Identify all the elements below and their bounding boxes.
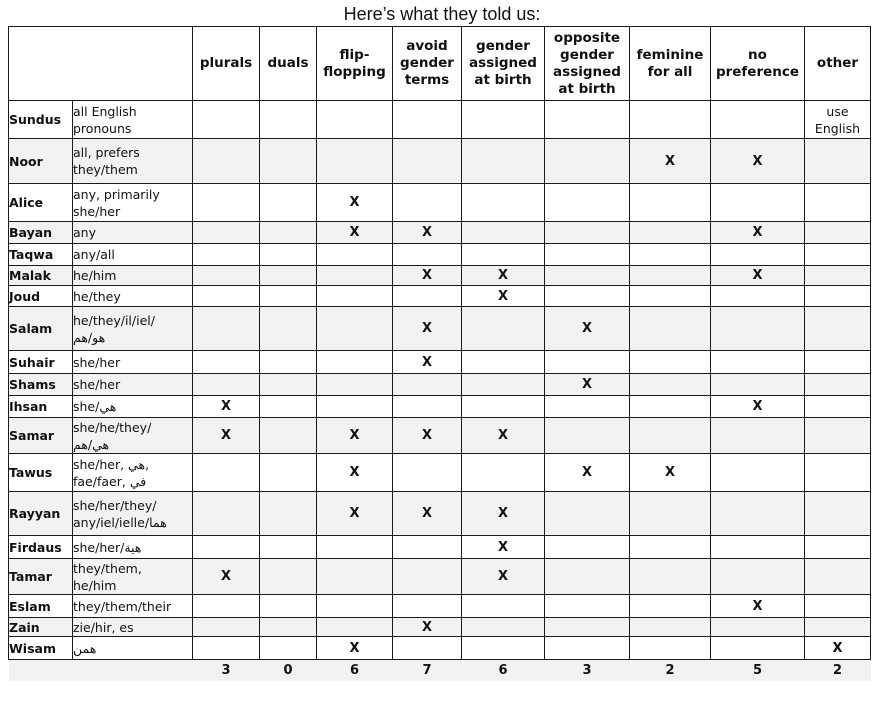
column-header: plurals bbox=[193, 27, 260, 101]
participant-pronouns: she/he/they/ هي/هم bbox=[73, 418, 193, 454]
checkmark-cell: X bbox=[462, 559, 545, 595]
participant-name: Samar bbox=[9, 418, 73, 454]
empty-cell bbox=[193, 286, 260, 307]
empty-cell bbox=[462, 351, 545, 374]
empty-cell bbox=[260, 559, 317, 595]
empty-cell bbox=[393, 396, 462, 418]
checkmark-cell: X bbox=[317, 492, 393, 536]
table-row bbox=[9, 101, 871, 139]
empty-cell bbox=[393, 559, 462, 595]
empty-cell bbox=[545, 418, 630, 454]
checkmark-cell: X bbox=[545, 307, 630, 351]
checkmark-cell: X bbox=[393, 266, 462, 286]
empty-cell bbox=[711, 618, 805, 637]
empty-cell bbox=[260, 454, 317, 492]
empty-cell bbox=[260, 618, 317, 637]
checkmark-cell: X bbox=[317, 454, 393, 492]
empty-cell bbox=[545, 595, 630, 618]
checkmark-cell: X bbox=[545, 374, 630, 396]
checkmark-cell: X bbox=[393, 618, 462, 637]
checkmark-cell: X bbox=[711, 266, 805, 286]
checkmark-cell: X bbox=[193, 559, 260, 595]
empty-cell bbox=[260, 396, 317, 418]
empty-cell bbox=[711, 418, 805, 454]
empty-cell bbox=[393, 244, 462, 266]
checkmark-cell: X bbox=[462, 492, 545, 536]
checkmark-cell: X bbox=[393, 492, 462, 536]
checkmark-cell: X bbox=[193, 396, 260, 418]
table-row bbox=[9, 637, 871, 660]
empty-cell bbox=[193, 351, 260, 374]
totals-blank bbox=[9, 660, 193, 681]
participant-pronouns: he/him bbox=[73, 266, 193, 286]
empty-cell bbox=[462, 222, 545, 244]
column-total: 2 bbox=[805, 660, 871, 681]
participant-pronouns: she/her, هي, fae/faer, في bbox=[73, 454, 193, 492]
empty-cell bbox=[711, 351, 805, 374]
empty-cell bbox=[193, 374, 260, 396]
empty-cell bbox=[260, 492, 317, 536]
empty-cell bbox=[462, 618, 545, 637]
empty-cell bbox=[193, 618, 260, 637]
participant-name: Salam bbox=[9, 307, 73, 351]
participant-pronouns: he/they/il/iel/ هو/هم bbox=[73, 307, 193, 351]
empty-cell bbox=[805, 536, 871, 559]
checkmark-cell: X bbox=[393, 222, 462, 244]
empty-cell bbox=[711, 536, 805, 559]
empty-cell bbox=[545, 222, 630, 244]
empty-cell bbox=[545, 492, 630, 536]
participant-name: Eslam bbox=[9, 595, 73, 618]
totals-row bbox=[9, 660, 871, 681]
participant-name: Zain bbox=[9, 618, 73, 637]
table-row bbox=[9, 244, 871, 266]
empty-cell bbox=[393, 454, 462, 492]
empty-cell bbox=[805, 374, 871, 396]
empty-cell bbox=[317, 139, 393, 184]
participant-name: Bayan bbox=[9, 222, 73, 244]
table-row bbox=[9, 618, 871, 637]
participant-pronouns: any/all bbox=[73, 244, 193, 266]
column-total: 3 bbox=[545, 660, 630, 681]
participant-name: Alice bbox=[9, 184, 73, 222]
empty-cell bbox=[317, 618, 393, 637]
empty-cell bbox=[805, 492, 871, 536]
other-note: use English bbox=[805, 101, 871, 139]
empty-cell bbox=[462, 101, 545, 139]
empty-cell bbox=[711, 454, 805, 492]
empty-cell bbox=[317, 266, 393, 286]
empty-cell bbox=[630, 637, 711, 660]
empty-cell bbox=[260, 101, 317, 139]
table-row bbox=[9, 374, 871, 396]
empty-cell bbox=[317, 101, 393, 139]
empty-cell bbox=[393, 139, 462, 184]
empty-cell bbox=[260, 637, 317, 660]
participant-name: Tawus bbox=[9, 454, 73, 492]
checkmark-cell: X bbox=[317, 418, 393, 454]
empty-cell bbox=[805, 266, 871, 286]
empty-cell bbox=[805, 286, 871, 307]
empty-cell bbox=[393, 101, 462, 139]
empty-cell bbox=[711, 374, 805, 396]
empty-cell bbox=[805, 244, 871, 266]
empty-cell bbox=[393, 184, 462, 222]
empty-cell bbox=[260, 351, 317, 374]
empty-cell bbox=[193, 184, 260, 222]
empty-cell bbox=[630, 244, 711, 266]
participant-pronouns: she/her bbox=[73, 374, 193, 396]
participant-pronouns: همن bbox=[73, 637, 193, 660]
column-header: opposite gender assigned at birth bbox=[545, 27, 630, 101]
column-header: duals bbox=[260, 27, 317, 101]
empty-cell bbox=[260, 184, 317, 222]
empty-cell bbox=[193, 595, 260, 618]
participant-name: Wisam bbox=[9, 637, 73, 660]
participant-pronouns: هي/she bbox=[73, 396, 193, 418]
participant-pronouns: they/them/their bbox=[73, 595, 193, 618]
empty-cell bbox=[193, 244, 260, 266]
column-total: 2 bbox=[630, 660, 711, 681]
empty-cell bbox=[545, 244, 630, 266]
participant-name: Noor bbox=[9, 139, 73, 184]
column-header: other bbox=[805, 27, 871, 101]
checkmark-cell: X bbox=[462, 536, 545, 559]
empty-cell bbox=[393, 536, 462, 559]
checkmark-cell: X bbox=[393, 418, 462, 454]
empty-cell bbox=[260, 139, 317, 184]
empty-cell bbox=[317, 396, 393, 418]
empty-cell bbox=[711, 101, 805, 139]
participant-pronouns: all, prefers they/them bbox=[73, 139, 193, 184]
empty-cell bbox=[260, 286, 317, 307]
participant-name: Firdaus bbox=[9, 536, 73, 559]
checkmark-cell: X bbox=[193, 418, 260, 454]
empty-cell bbox=[805, 418, 871, 454]
empty-cell bbox=[462, 139, 545, 184]
column-total: 3 bbox=[193, 660, 260, 681]
empty-cell bbox=[193, 454, 260, 492]
empty-cell bbox=[805, 139, 871, 184]
column-header: flip- flopping bbox=[317, 27, 393, 101]
empty-cell bbox=[805, 351, 871, 374]
empty-cell bbox=[630, 559, 711, 595]
table-row bbox=[9, 396, 871, 418]
table-row bbox=[9, 418, 871, 454]
participant-name: Shams bbox=[9, 374, 73, 396]
empty-cell bbox=[193, 536, 260, 559]
checkmark-cell: X bbox=[711, 595, 805, 618]
participant-name: Taqwa bbox=[9, 244, 73, 266]
empty-cell bbox=[317, 351, 393, 374]
empty-cell bbox=[630, 222, 711, 244]
empty-cell bbox=[393, 637, 462, 660]
empty-cell bbox=[805, 618, 871, 637]
empty-cell bbox=[805, 559, 871, 595]
empty-cell bbox=[462, 637, 545, 660]
column-total: 5 bbox=[711, 660, 805, 681]
empty-cell bbox=[545, 536, 630, 559]
empty-cell bbox=[393, 286, 462, 307]
empty-cell bbox=[711, 244, 805, 266]
table-row bbox=[9, 184, 871, 222]
empty-cell bbox=[545, 101, 630, 139]
participant-name: Malak bbox=[9, 266, 73, 286]
empty-cell bbox=[630, 286, 711, 307]
empty-cell bbox=[462, 244, 545, 266]
checkmark-cell: X bbox=[805, 637, 871, 660]
table-row bbox=[9, 351, 871, 374]
empty-cell bbox=[545, 351, 630, 374]
empty-cell bbox=[317, 307, 393, 351]
participant-name: Sundus bbox=[9, 101, 73, 139]
empty-cell bbox=[317, 374, 393, 396]
participant-pronouns: he/they bbox=[73, 286, 193, 307]
empty-cell bbox=[630, 307, 711, 351]
column-header: avoid gender terms bbox=[393, 27, 462, 101]
empty-cell bbox=[462, 396, 545, 418]
empty-cell bbox=[393, 595, 462, 618]
participant-pronouns: any, primarily she/her bbox=[73, 184, 193, 222]
empty-cell bbox=[193, 266, 260, 286]
header-blank bbox=[9, 27, 193, 101]
table-row bbox=[9, 286, 871, 307]
participant-name: Joud bbox=[9, 286, 73, 307]
empty-cell bbox=[260, 374, 317, 396]
empty-cell bbox=[193, 492, 260, 536]
empty-cell bbox=[260, 266, 317, 286]
empty-cell bbox=[260, 222, 317, 244]
empty-cell bbox=[193, 222, 260, 244]
empty-cell bbox=[545, 139, 630, 184]
empty-cell bbox=[630, 184, 711, 222]
empty-cell bbox=[260, 244, 317, 266]
empty-cell bbox=[630, 374, 711, 396]
empty-cell bbox=[193, 101, 260, 139]
empty-cell bbox=[805, 222, 871, 244]
column-header: no preference bbox=[711, 27, 805, 101]
empty-cell bbox=[462, 374, 545, 396]
participant-name: Ihsan bbox=[9, 396, 73, 418]
empty-cell bbox=[805, 396, 871, 418]
empty-cell bbox=[630, 536, 711, 559]
empty-cell bbox=[630, 492, 711, 536]
participant-pronouns: any bbox=[73, 222, 193, 244]
checkmark-cell: X bbox=[630, 454, 711, 492]
empty-cell bbox=[545, 396, 630, 418]
empty-cell bbox=[317, 536, 393, 559]
empty-cell bbox=[630, 351, 711, 374]
column-total: 0 bbox=[260, 660, 317, 681]
empty-cell bbox=[805, 595, 871, 618]
empty-cell bbox=[711, 286, 805, 307]
empty-cell bbox=[805, 307, 871, 351]
empty-cell bbox=[193, 307, 260, 351]
participant-pronouns: all English pronouns bbox=[73, 101, 193, 139]
empty-cell bbox=[545, 559, 630, 595]
empty-cell bbox=[317, 559, 393, 595]
empty-cell bbox=[711, 559, 805, 595]
empty-cell bbox=[711, 307, 805, 351]
empty-cell bbox=[711, 492, 805, 536]
checkmark-cell: X bbox=[711, 222, 805, 244]
empty-cell bbox=[462, 307, 545, 351]
column-total: 7 bbox=[393, 660, 462, 681]
empty-cell bbox=[545, 266, 630, 286]
checkmark-cell: X bbox=[317, 637, 393, 660]
empty-cell bbox=[260, 418, 317, 454]
empty-cell bbox=[545, 637, 630, 660]
checkmark-cell: X bbox=[317, 222, 393, 244]
empty-cell bbox=[805, 454, 871, 492]
empty-cell bbox=[545, 184, 630, 222]
participant-name: Tamar bbox=[9, 559, 73, 595]
empty-cell bbox=[193, 637, 260, 660]
empty-cell bbox=[630, 418, 711, 454]
survey-table bbox=[8, 26, 871, 681]
checkmark-cell: X bbox=[545, 454, 630, 492]
column-total: 6 bbox=[462, 660, 545, 681]
empty-cell bbox=[630, 595, 711, 618]
participant-name: Suhair bbox=[9, 351, 73, 374]
participant-pronouns: she/her/هية bbox=[73, 536, 193, 559]
empty-cell bbox=[462, 454, 545, 492]
participant-pronouns: she/her bbox=[73, 351, 193, 374]
empty-cell bbox=[317, 244, 393, 266]
empty-cell bbox=[805, 184, 871, 222]
table-row bbox=[9, 266, 871, 286]
empty-cell bbox=[393, 374, 462, 396]
empty-cell bbox=[462, 595, 545, 618]
checkmark-cell: X bbox=[462, 266, 545, 286]
table-row bbox=[9, 307, 871, 351]
checkmark-cell: X bbox=[711, 139, 805, 184]
checkmark-cell: X bbox=[462, 418, 545, 454]
empty-cell bbox=[317, 286, 393, 307]
empty-cell bbox=[545, 618, 630, 637]
empty-cell bbox=[545, 286, 630, 307]
checkmark-cell: X bbox=[462, 286, 545, 307]
participant-pronouns: she/her/they/ any/iel/ielle/هما bbox=[73, 492, 193, 536]
table-row bbox=[9, 559, 871, 595]
empty-cell bbox=[711, 637, 805, 660]
checkmark-cell: X bbox=[630, 139, 711, 184]
empty-cell bbox=[630, 101, 711, 139]
empty-cell bbox=[711, 184, 805, 222]
empty-cell bbox=[193, 139, 260, 184]
empty-cell bbox=[462, 184, 545, 222]
participant-pronouns: they/them, he/him bbox=[73, 559, 193, 595]
empty-cell bbox=[630, 618, 711, 637]
checkmark-cell: X bbox=[393, 307, 462, 351]
header-row bbox=[9, 27, 871, 101]
checkmark-cell: X bbox=[393, 351, 462, 374]
empty-cell bbox=[630, 396, 711, 418]
table-row bbox=[9, 222, 871, 244]
column-header: feminine for all bbox=[630, 27, 711, 101]
table-row bbox=[9, 492, 871, 536]
checkmark-cell: X bbox=[711, 396, 805, 418]
empty-cell bbox=[260, 307, 317, 351]
table-row bbox=[9, 139, 871, 184]
empty-cell bbox=[317, 595, 393, 618]
empty-cell bbox=[260, 595, 317, 618]
empty-cell bbox=[630, 266, 711, 286]
column-total: 6 bbox=[317, 660, 393, 681]
participant-pronouns: zie/hir, es bbox=[73, 618, 193, 637]
checkmark-cell: X bbox=[317, 184, 393, 222]
table-row bbox=[9, 595, 871, 618]
table-row bbox=[9, 454, 871, 492]
page-title: Here’s what they told us: bbox=[343, 4, 541, 24]
empty-cell bbox=[260, 536, 317, 559]
table-row bbox=[9, 536, 871, 559]
column-header: gender assigned at birth bbox=[462, 27, 545, 101]
participant-name: Rayyan bbox=[9, 492, 73, 536]
